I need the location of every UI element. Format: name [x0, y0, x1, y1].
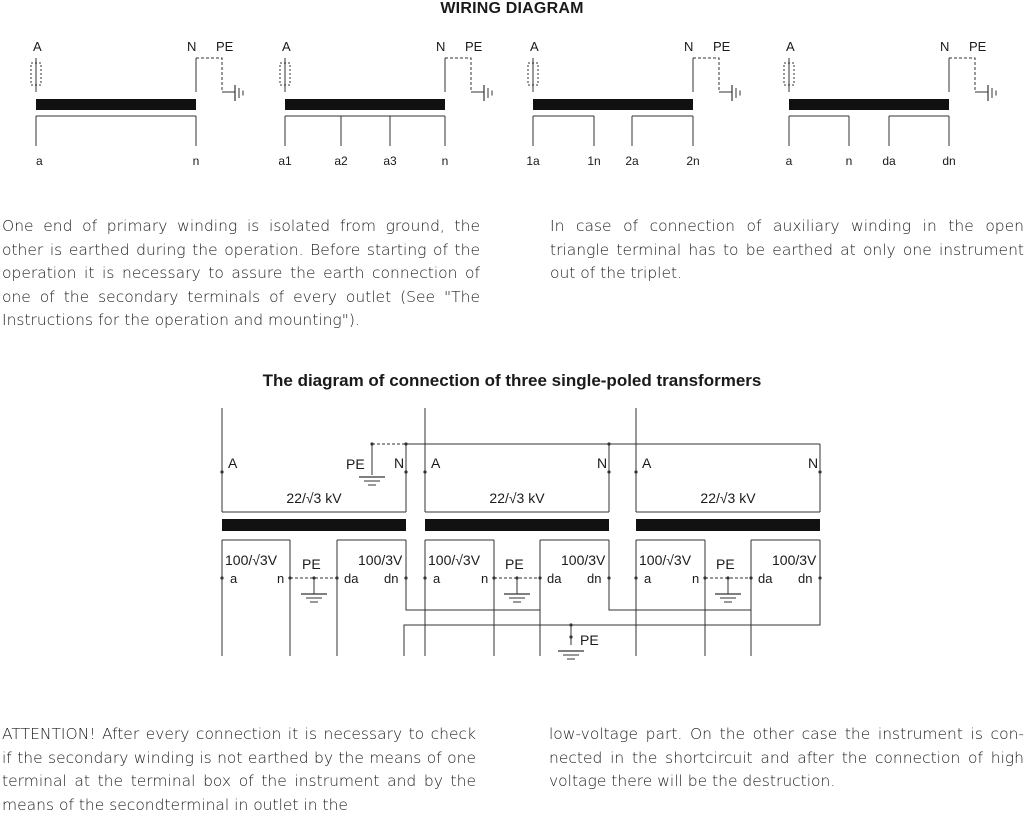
- terminal-label-a: a: [644, 571, 652, 586]
- junction-dot: [370, 442, 373, 445]
- earth-icon: [359, 477, 385, 485]
- junction-dot: [569, 635, 572, 638]
- earth-icon: [301, 594, 327, 602]
- earth-icon: [732, 85, 740, 101]
- primary-label-N: N: [808, 455, 819, 471]
- earth-icon: [558, 651, 584, 659]
- terminal-dot: [404, 470, 407, 473]
- primary-label-N: N: [394, 455, 405, 471]
- pe-link: [949, 58, 975, 92]
- terminal-label-n: n: [692, 571, 700, 586]
- attention-note-part1: ATTENTION! After every connection it is necessary to check if the secondary winding is not earthed by the means of one terminal at the terminal box of the instrument and by the means of the secondterminal in outlet in the: [2, 725, 476, 814]
- terminal-label-1n: 1n: [587, 154, 601, 168]
- primary-voltage-label: 22/√3 kV: [700, 490, 756, 506]
- pe-link: [196, 58, 222, 92]
- terminal-dot: [749, 576, 752, 579]
- wiring-unit-4: [784, 39, 996, 168]
- terminal-label-a: a: [433, 571, 441, 586]
- terminal-label-PE: PE: [465, 39, 483, 54]
- terminal-label-2a: 2a: [625, 154, 639, 168]
- primary-label-A: A: [431, 455, 441, 471]
- open-triangle-return: [404, 578, 820, 656]
- terminal-label-2n: 2n: [686, 154, 700, 168]
- terminal-label-N: N: [684, 39, 694, 54]
- secondary-1-voltage: 100/√3V: [225, 552, 278, 568]
- transformer-core: [425, 519, 609, 531]
- junction-dot: [569, 623, 572, 626]
- wiring-diagram-title: WIRING DIAGRAM: [440, 0, 584, 17]
- terminal-label-A: A: [530, 39, 539, 54]
- terminal-label-n: n: [845, 154, 853, 168]
- pe-link: [445, 58, 471, 92]
- common-pe-label: PE: [580, 632, 599, 648]
- terminal-label-a3: a3: [383, 154, 397, 168]
- secondary-2-voltage: 100/3V: [772, 552, 817, 568]
- terminal-dot: [818, 470, 821, 473]
- terminal-label-A: A: [786, 39, 795, 54]
- secondary-pe-label: PE: [716, 556, 735, 572]
- terminal-label-PE: PE: [969, 39, 987, 54]
- terminal-label-n: n: [441, 154, 449, 168]
- terminal-label-da: da: [758, 571, 773, 586]
- secondary-1-voltage: 100/√3V: [639, 552, 692, 568]
- primary-label-A: A: [642, 455, 652, 471]
- terminal-dot: [220, 576, 223, 579]
- transformer-core: [533, 99, 693, 110]
- primary-winding-note: One end of primary winding is isolated from ground, the other is earthed during the operation. Before starting of the operation it is necessary to assure the earth connection of one of the secondary terminals of every outlet (See "The Instructions for the operation and mounting").: [2, 217, 480, 329]
- terminal-label-da: da: [882, 154, 896, 168]
- terminal-dot: [607, 470, 610, 473]
- earth-icon: [484, 85, 492, 101]
- earth-icon: [504, 594, 530, 602]
- terminal-label-a: a: [36, 154, 43, 168]
- terminal-label-N: N: [436, 39, 446, 54]
- terminal-dot: [220, 470, 223, 473]
- terminal-label-dn: dn: [384, 571, 399, 586]
- wiring-unit-1: [31, 39, 243, 168]
- terminal-label-a: a: [230, 571, 238, 586]
- terminal-label-N: N: [187, 39, 197, 54]
- transformer-1: [220, 444, 407, 656]
- terminal-label-dn: dn: [942, 154, 956, 168]
- terminal-label-PE: PE: [713, 39, 731, 54]
- primary-voltage-label: 22/√3 kV: [489, 490, 545, 506]
- terminal-label-PE: PE: [216, 39, 234, 54]
- transformer-core: [636, 519, 820, 531]
- terminal-label-da: da: [547, 571, 562, 586]
- transformer-2: [423, 444, 610, 656]
- secondary-1-voltage: 100/√3V: [428, 552, 481, 568]
- primary-voltage-label: 22/√3 kV: [286, 490, 342, 506]
- primary-label-A: A: [228, 455, 238, 471]
- pe-label: PE: [346, 456, 365, 472]
- transformer-core: [36, 99, 196, 110]
- terminal-dot: [335, 576, 338, 579]
- secondary-pe-label: PE: [505, 556, 524, 572]
- transformer-core: [789, 99, 949, 110]
- transformer-core: [285, 99, 445, 110]
- terminal-label-N: N: [940, 39, 950, 54]
- terminal-label-A: A: [282, 39, 291, 54]
- connection-diagram: [220, 408, 821, 659]
- transformer-3: [634, 444, 821, 656]
- attention-note-part2: low-voltage part. On the other case the instrument is connected in the shortcircuit and after the connection of high voltage there will be the destruction.: [549, 725, 1024, 790]
- terminal-label-n: n: [192, 154, 200, 168]
- terminal-label-n: n: [277, 571, 285, 586]
- terminal-label-A: A: [33, 39, 42, 54]
- terminal-label-dn: dn: [798, 571, 813, 586]
- terminal-label-a2: a2: [334, 154, 348, 168]
- terminal-dot: [634, 576, 637, 579]
- earth-icon: [235, 85, 243, 101]
- secondary-pe-label: PE: [302, 556, 321, 572]
- auxiliary-winding-note: In case of connection of auxiliary winding in the open triangle terminal has to be earthed at only one instrument out of the triplet.: [550, 217, 1024, 282]
- terminal-label-a1: a1: [278, 154, 292, 168]
- earth-icon: [715, 594, 741, 602]
- terminal-label-a: a: [785, 154, 793, 168]
- wiring-unit-2: [278, 39, 492, 168]
- terminal-dot: [423, 576, 426, 579]
- terminal-label-dn: dn: [587, 571, 602, 586]
- terminal-label-n: n: [481, 571, 489, 586]
- transformer-core: [222, 519, 406, 531]
- earth-icon: [988, 85, 996, 101]
- terminal-dot: [423, 470, 426, 473]
- terminal-label-da: da: [344, 571, 359, 586]
- secondary-2-voltage: 100/3V: [358, 552, 403, 568]
- connection-diagram-title: The diagram of connection of three single-poled transformers: [262, 371, 762, 390]
- pe-link: [693, 58, 719, 92]
- wiring-unit-3: [526, 39, 740, 168]
- terminal-label-1a: 1a: [526, 154, 540, 168]
- secondary-2-voltage: 100/3V: [561, 552, 606, 568]
- terminal-dot: [634, 470, 637, 473]
- primary-label-N: N: [597, 455, 608, 471]
- terminal-dot: [538, 576, 541, 579]
